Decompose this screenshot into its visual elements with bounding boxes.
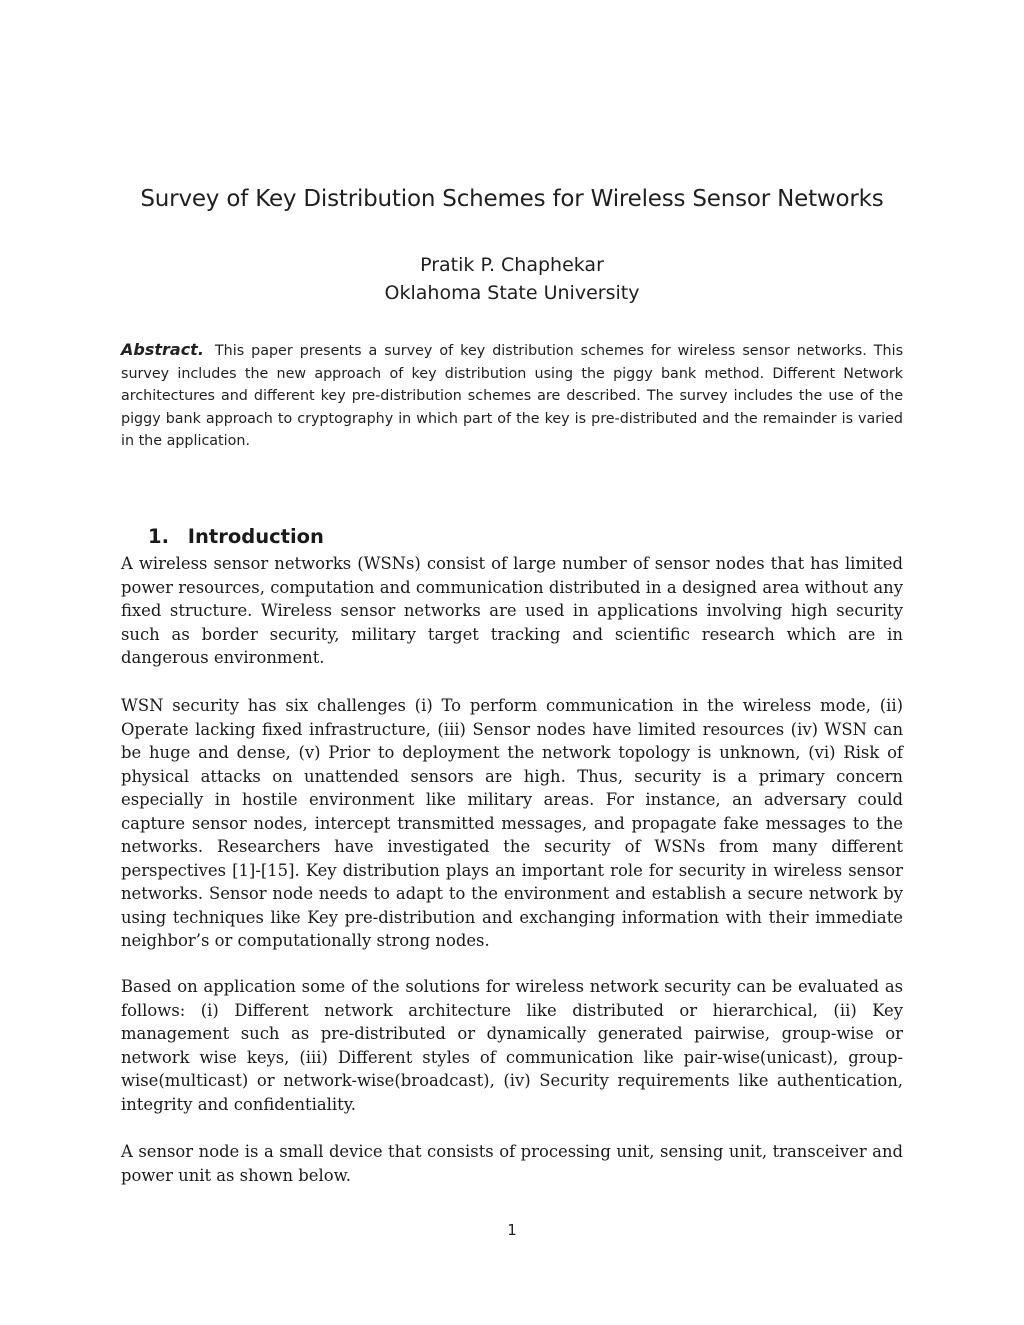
abstract [121,339,903,453]
section-heading [148,525,324,548]
page-number: 1 [507,1221,517,1239]
paper-title: Survey of Key Distribution Schemes for Wireless Sensor Networks [140,186,884,212]
author-name: Pratik P. Chaphekar [420,254,604,276]
author-affiliation: Oklahoma State University [384,282,640,304]
abstract-label: Abstract. [121,340,204,359]
intro-paragraph: A wireless sensor networks (WSNs) consist of large number of sensor nodes that has limited power resources, computation and communication distributed in a designed area without any fixed structure. Wireless sensor networks are used in applications involving high security such as border security, military target tracking and scientific research which are in dangerous environment. [121,554,903,667]
section-number: 1. [148,525,169,548]
intro-paragraph: A sensor node is a small device that consists of processing unit, sensing unit, transceiver and power unit as shown below. [121,1142,903,1185]
intro-paragraph: Based on application some of the solutions for wireless network security can be evaluated as follows: (i) Different network architecture like distributed or hierarchical, (ii) Key management such as pre-distributed or dynamically generated pairwise, group-wise or network wise keys, (iii) Different styles of communication like pair-wise(unicast), group-wise(multicast) or network-wise(broadcast), (iv) Security requirements like authentication, integrity and confidentiality. [121,977,903,1114]
abstract-text: This paper presents a survey of key distribution schemes for wireless sensor networks. This survey includes the new approach of key distribution using the piggy bank method. Different Network architectures and different key pre-distribution schemes are described. The survey includes the use of the piggy bank approach to cryptography in which part of the key is pre-distributed and the remainder is varied in the application. [121,343,904,450]
author-block [0,251,1024,307]
section-title: Introduction [187,525,324,548]
intro-paragraph: WSN security has six challenges (i) To perform communication in the wireless mode, (ii) Operate lacking fixed infrastructure, (iii) Sensor nodes have limited resources (iv) WSN can be huge and dense, (v) Prior to deployment the network topology is unknown, (vi) Risk of physical attacks on unattended sensors are high. Thus, security is a primary concern especially in hostile environment like military areas. For instance, an adversary could capture sensor nodes, intercept transmitted messages, and propagate fake messages to the networks. Researchers have investigated the security of WSNs from many different perspectives [1]-[15]. Key distribution plays an important role for security in wireless sensor networks. Sensor node needs to adapt to the environment and establish a secure network by using techniques like Key pre-distribution and exchanging information with their immediate neighbor’s or computationally strong nodes. [121,696,903,950]
